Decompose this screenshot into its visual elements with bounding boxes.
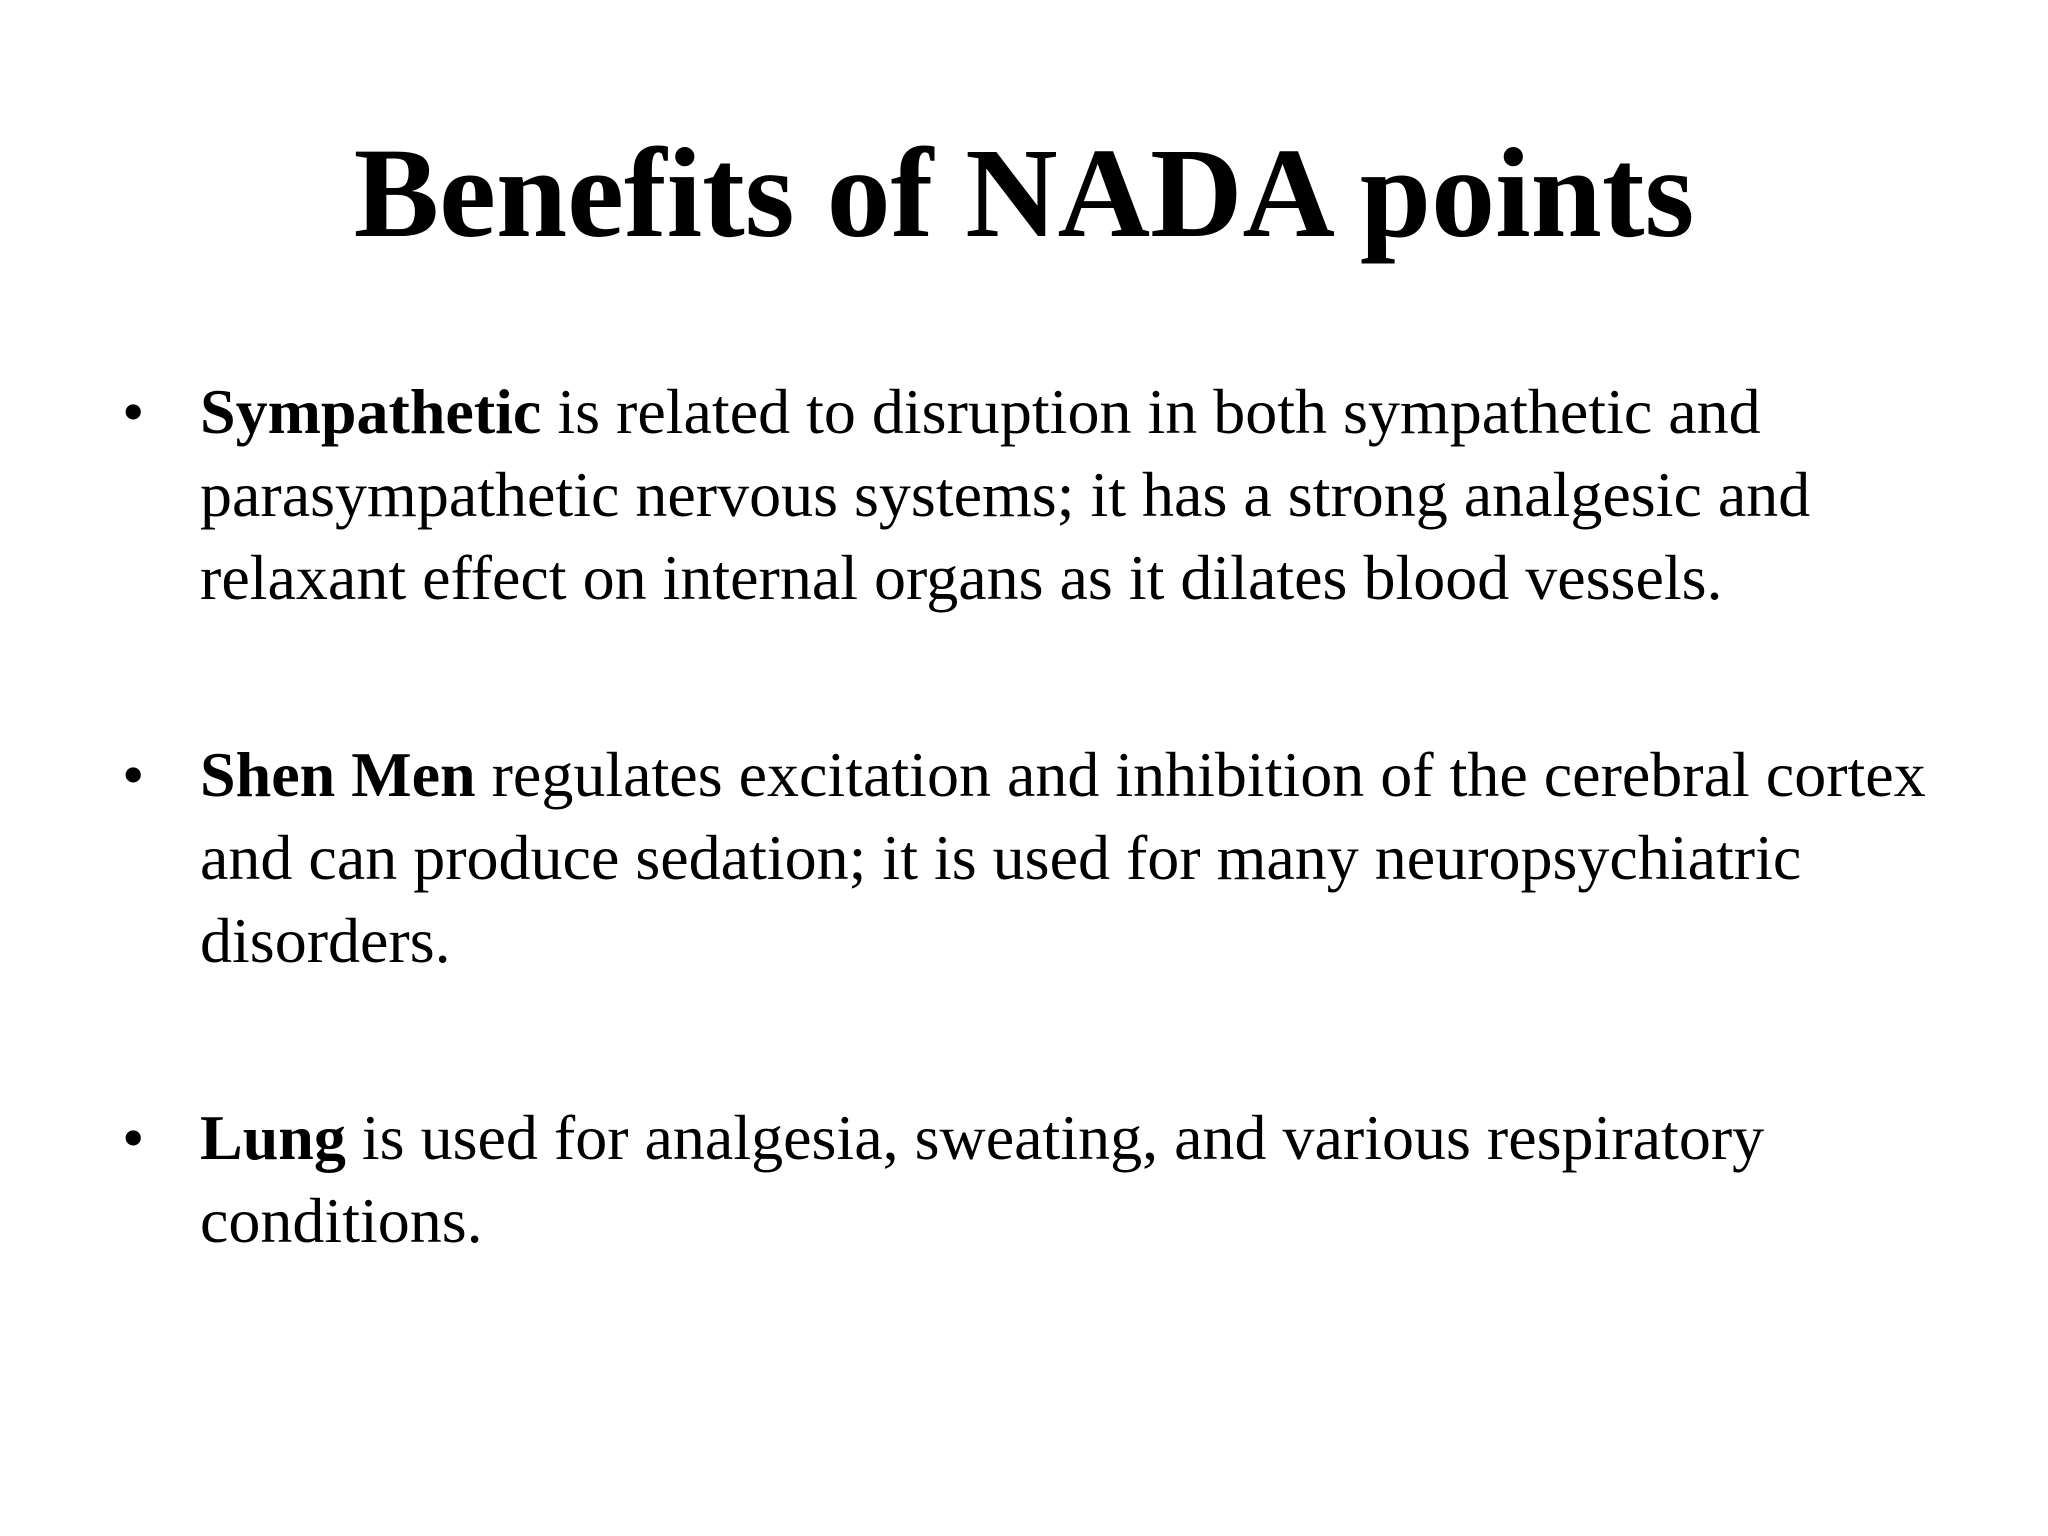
bullet-item-shen-men (0, 733, 2048, 982)
bullet-item-sympathetic (0, 370, 2048, 619)
slide-title: Benefits of NADA points (353, 122, 1695, 264)
bullet-text: is related to disruption in both sympathetic and parasympathetic nervous systems; it has a strong analgesic and relaxant effect on internal organs as it dilates blood vessels. (200, 376, 1811, 613)
bullet-icon: • (122, 1102, 145, 1173)
bullet-item-lung (0, 1096, 2048, 1262)
bullet-text: is used for analgesia, sweating, and various respiratory conditions. (200, 1102, 1765, 1256)
bullet-term: Sympathetic (200, 376, 542, 447)
bullet-term: Lung (200, 1102, 346, 1173)
bullet-term: Shen Men (200, 739, 476, 810)
bullet-text: regulates excitation and inhibition of the cerebral cortex and can produce sedation; it is used for many neuropsychiatric disorders. (200, 739, 1926, 976)
bullet-list (0, 370, 2048, 1376)
bullet-icon: • (122, 376, 145, 447)
bullet-icon: • (122, 739, 145, 810)
